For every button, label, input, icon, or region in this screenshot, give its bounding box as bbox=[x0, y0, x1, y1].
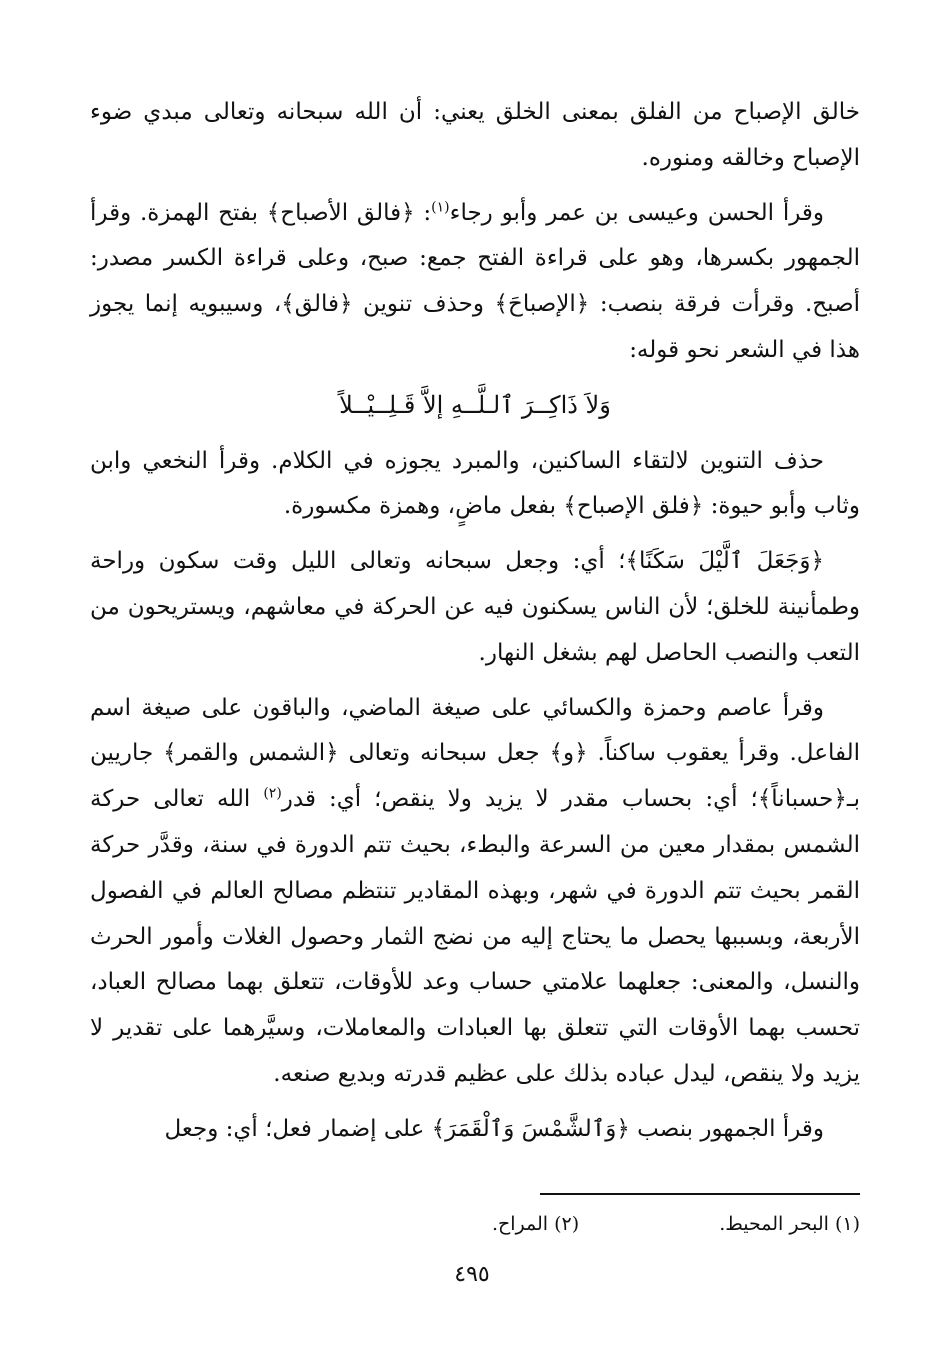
paragraph-text: ﴿وَجَعَلَ ٱلَّيْلَ سَكَنًا﴾؛ أي: وجعل سبحانه وتعالى الليل وقت سكون وراحة وطمأنينة للخلق؛ لأن الناس يسكنون فيه عن الحركة في معاشهم، ويستريحون من التعب والنصب الحاصل لهم بشغل النهار. bbox=[90, 548, 860, 666]
footnote-1: (١) البحر المحيط. bbox=[719, 1213, 860, 1235]
paragraph-text: خالق الإصباح من الفلق بمعنى الخلق يعني: أن الله سبحانه وتعالى مبدي ضوء الإصباح وخالقه ومنوره. bbox=[90, 99, 860, 171]
footnotes bbox=[300, 1210, 860, 1238]
paragraph-2 bbox=[90, 191, 860, 374]
footnote-marker-2: (٢) bbox=[263, 785, 282, 802]
paragraph-4 bbox=[90, 539, 860, 676]
paragraph-text: وقرأ الحسن وعيسى بن عمر وأبو رجاء bbox=[449, 199, 825, 226]
footnote-marker-1: (١) bbox=[431, 198, 450, 215]
paragraph-5 bbox=[90, 686, 860, 1098]
paragraph-6 bbox=[90, 1107, 860, 1153]
paragraph-3 bbox=[90, 439, 860, 531]
paragraph-text: وقرأ الجمهور بنصب ﴿وَٱلشَّمْسَ وَٱلْقَمَرَ﴾ على إضمار فعل؛ أي: وجعل bbox=[164, 1115, 824, 1142]
paragraph-text: وقرأ عاصم وحمزة والكسائي على صيغة الماضي، والباقون على صيغة اسم الفاعل. وقرأ يعقوب ساكناً. ﴿و﴾ جعل سبحانه وتعالى ﴿الشمس والقمر﴾ جاريين بـ﴿حسباناً﴾؛ أي: بحساب مقدر لا يزيد ولا ينقص؛ أي: قدر bbox=[90, 694, 860, 813]
page-number: ٤٩٥ bbox=[454, 1262, 490, 1287]
paragraph-1 bbox=[90, 90, 860, 182]
footnote-2: (٢) المراح. bbox=[491, 1213, 580, 1235]
paragraph-text: : ﴿فالق الأصباح﴾ بفتح الهمزة. وقرأ الجمهور بكسرها، وهو على قراءة الفتح جمع: صبح، وعلى قراءة الكسر مصدر: أصبح. وقرأت فرقة بنصب: ﴿الإصباحَ﴾ وحذف تنوين ﴿فالق﴾، وسيبويه إنما يجوز هذا في الشعر نحو قوله: bbox=[90, 199, 860, 363]
footnote-divider bbox=[540, 1193, 860, 1195]
paragraph-text: حذف التنوين لالتقاء الساكنين، والمبرد يجوزه في الكلام. وقرأ النخعي وابن وثاب وأبو حيوة: ﴿فلق الإصباح﴾ بفعل ماضٍ، وهمزة مكسورة. bbox=[90, 447, 860, 520]
poetry-verse: وَلاَ ذَاكِــرَ ٱلـلَّــهِ إلاَّ قَـلِــيْــلاً bbox=[339, 390, 611, 419]
paragraph-text: الله تعالى حركة الشمس بمقدار معين من السرعة والبطء، بحيث تتم الدورة في سنة، وقدَّر حركة القمر بحيث تتم الدورة في شهر، وبهذه المقادير تنتظم مصالح العالم في الفصول الأربعة، وبسببها يحصل ما يحتاج إليه من نضج الثمار وحصول الغلات وأمور الحرث والنسل، والمعنى: جعلهما علامتي حساب وعد للأوقات، تتعلق بهما مصالح العباد، تحسب بهما الأوقات التي تتعلق بها العبادات والمعاملات، وسيَّرهما على تقدير لا يزيد ولا ينقص، ليدل عباده بذلك على عظيم قدرته وبديع صنعه. bbox=[90, 786, 860, 1087]
main-text bbox=[90, 90, 860, 1162]
